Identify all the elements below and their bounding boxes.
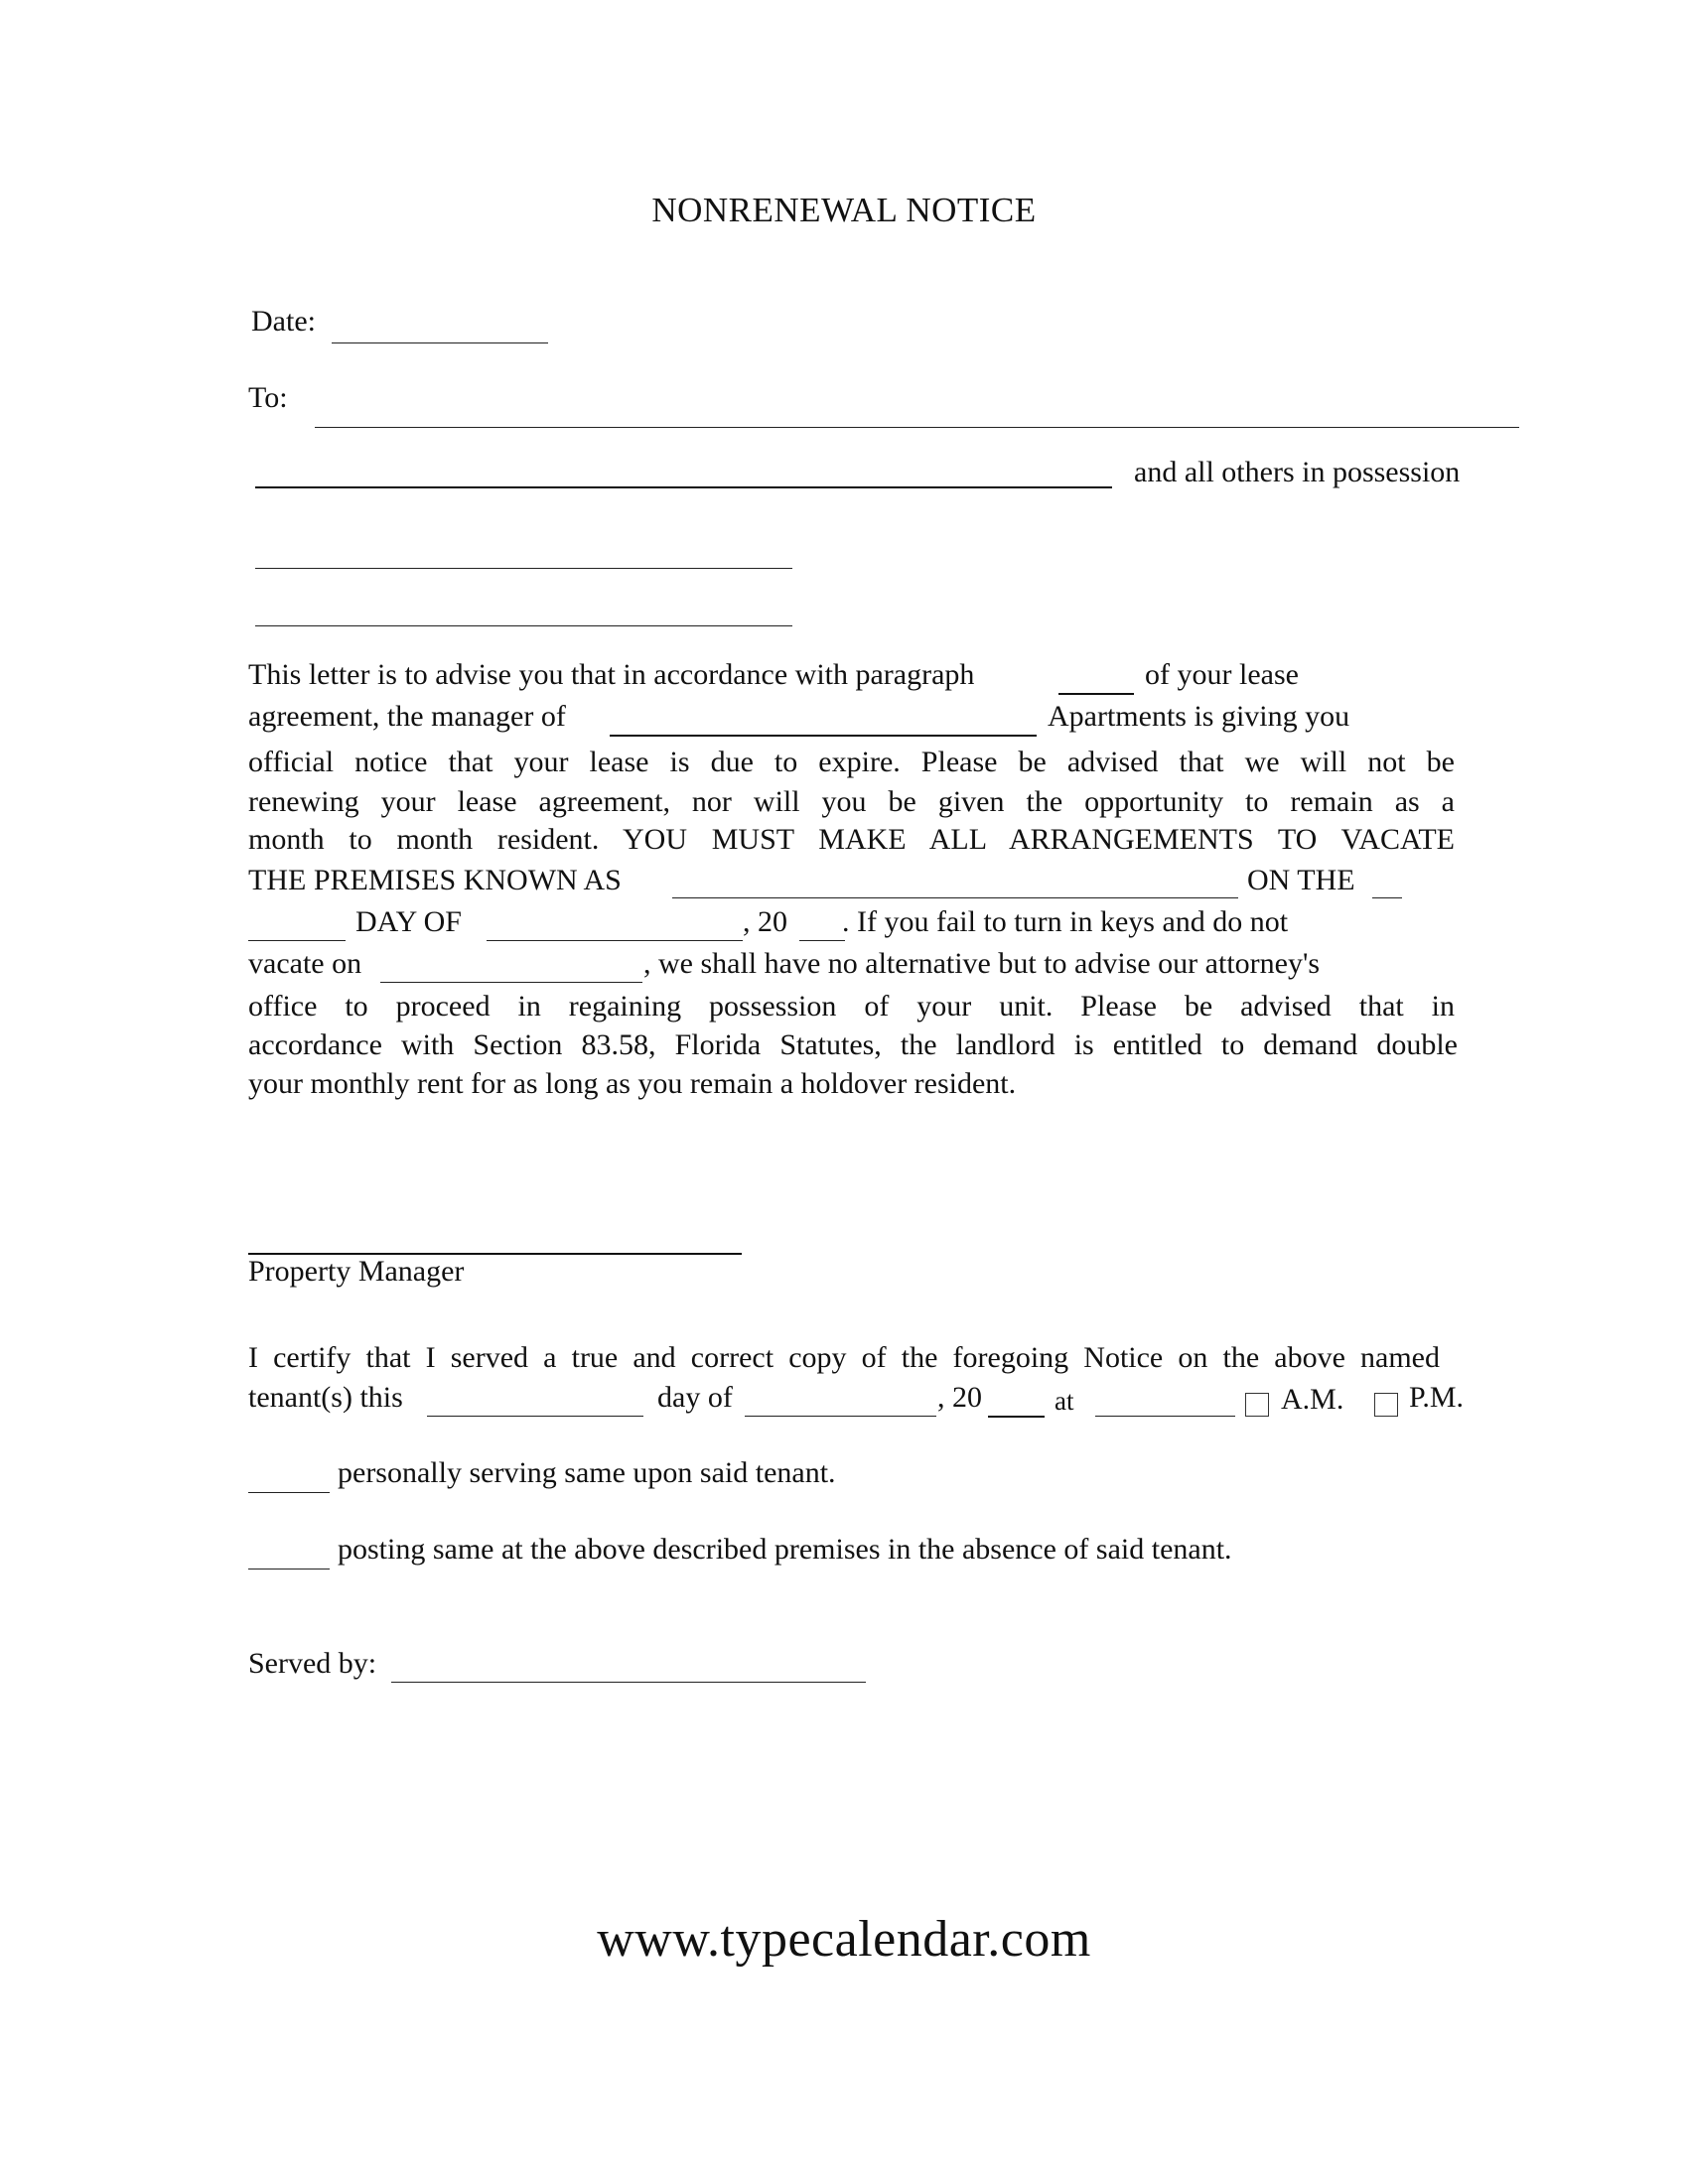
- body-line-4: renewing your lease agreement, nor will you be given the opportunity to remain as a: [248, 785, 1455, 818]
- certify-line-1: I certify that I served a true and correct copy of the foregoing Notice on the above named: [248, 1341, 1440, 1374]
- body-line-11: your monthly rent for as long as you remain a holdover resident.: [248, 1067, 1017, 1100]
- others-in-possession-text: and all others in possession: [1134, 456, 1461, 488]
- body-line-7a: DAY OF: [355, 905, 462, 938]
- body-line-8a: vacate on: [248, 947, 362, 980]
- body-line-2a: agreement, the manager of: [248, 700, 566, 733]
- premises-field[interactable]: [672, 897, 1238, 898]
- document-title: NONRENEWAL NOTICE: [651, 191, 1037, 229]
- served-day-field[interactable]: [427, 1416, 643, 1417]
- personal-service-field[interactable]: [248, 1492, 330, 1493]
- footer-website: www.typecalendar.com: [597, 1911, 1091, 1968]
- body-line-7c: . If you fail to turn in keys and do not: [842, 905, 1289, 938]
- served-month-field[interactable]: [745, 1416, 936, 1417]
- vacate-day-field-a[interactable]: [1372, 897, 1402, 898]
- date-label: Date:: [251, 305, 316, 338]
- to-field[interactable]: [315, 427, 1519, 428]
- vacate-day-field-b[interactable]: [248, 940, 346, 941]
- address-line-2-field[interactable]: [255, 625, 792, 626]
- vacate-year-field[interactable]: [799, 940, 845, 941]
- certify-line-2c: , 20: [937, 1381, 982, 1414]
- posting-service-text: posting same at the above described premises in the absence of said tenant.: [338, 1533, 1232, 1566]
- body-line-5: month to month resident. YOU MUST MAKE ALL ARRANGEMENTS TO VACATE: [248, 823, 1455, 856]
- body-line-9: office to proceed in regaining possession of your unit. Please be advised that in: [248, 990, 1455, 1023]
- body-line-1a-text: This letter is to advise you that in accordance with paragraph: [248, 658, 975, 691]
- body-line-7b: , 20: [743, 905, 787, 938]
- body-line-1b: of your lease: [1145, 658, 1299, 691]
- posting-service-field[interactable]: [248, 1569, 330, 1570]
- body-line-6b: ON THE: [1247, 864, 1355, 896]
- body-line-6a: THE PREMISES KNOWN AS: [248, 864, 622, 896]
- body-line-8b: , we shall have no alternative but to advise our attorney's: [643, 947, 1321, 980]
- pm-label: P.M.: [1409, 1381, 1465, 1414]
- served-time-field[interactable]: [1095, 1416, 1235, 1417]
- apartment-name-field[interactable]: [610, 735, 1037, 737]
- date-field[interactable]: [332, 342, 548, 343]
- pm-checkbox[interactable]: [1374, 1393, 1398, 1417]
- served-year-field[interactable]: [988, 1416, 1045, 1418]
- body-line-1a: [248, 657, 974, 693]
- vacate-on-field[interactable]: [380, 982, 642, 983]
- paragraph-number-field[interactable]: [1058, 693, 1134, 695]
- address-line-1-field[interactable]: [255, 568, 792, 569]
- body-line-3: official notice that your lease is due to expire. Please be advised that we will not be: [248, 746, 1455, 778]
- to-label: To:: [248, 381, 288, 414]
- served-by-label: Served by:: [248, 1647, 377, 1680]
- body-line-2b: Apartments is giving you: [1048, 700, 1350, 733]
- certify-line-2a: tenant(s) this: [248, 1381, 403, 1414]
- am-label: A.M.: [1281, 1383, 1344, 1416]
- body-line-10: accordance with Section 83.58, Florida Statutes, the landlord is entitled to demand double: [248, 1028, 1458, 1061]
- property-manager-label: Property Manager: [248, 1255, 465, 1288]
- recipient-name-field[interactable]: [255, 486, 1112, 488]
- vacate-month-field[interactable]: [487, 940, 743, 941]
- personal-service-text: personally serving same upon said tenant.: [338, 1456, 836, 1489]
- certify-line-2d: at: [1055, 1386, 1074, 1416]
- certify-line-2b: day of: [657, 1381, 733, 1414]
- am-checkbox[interactable]: [1245, 1393, 1269, 1417]
- served-by-field[interactable]: [391, 1682, 866, 1683]
